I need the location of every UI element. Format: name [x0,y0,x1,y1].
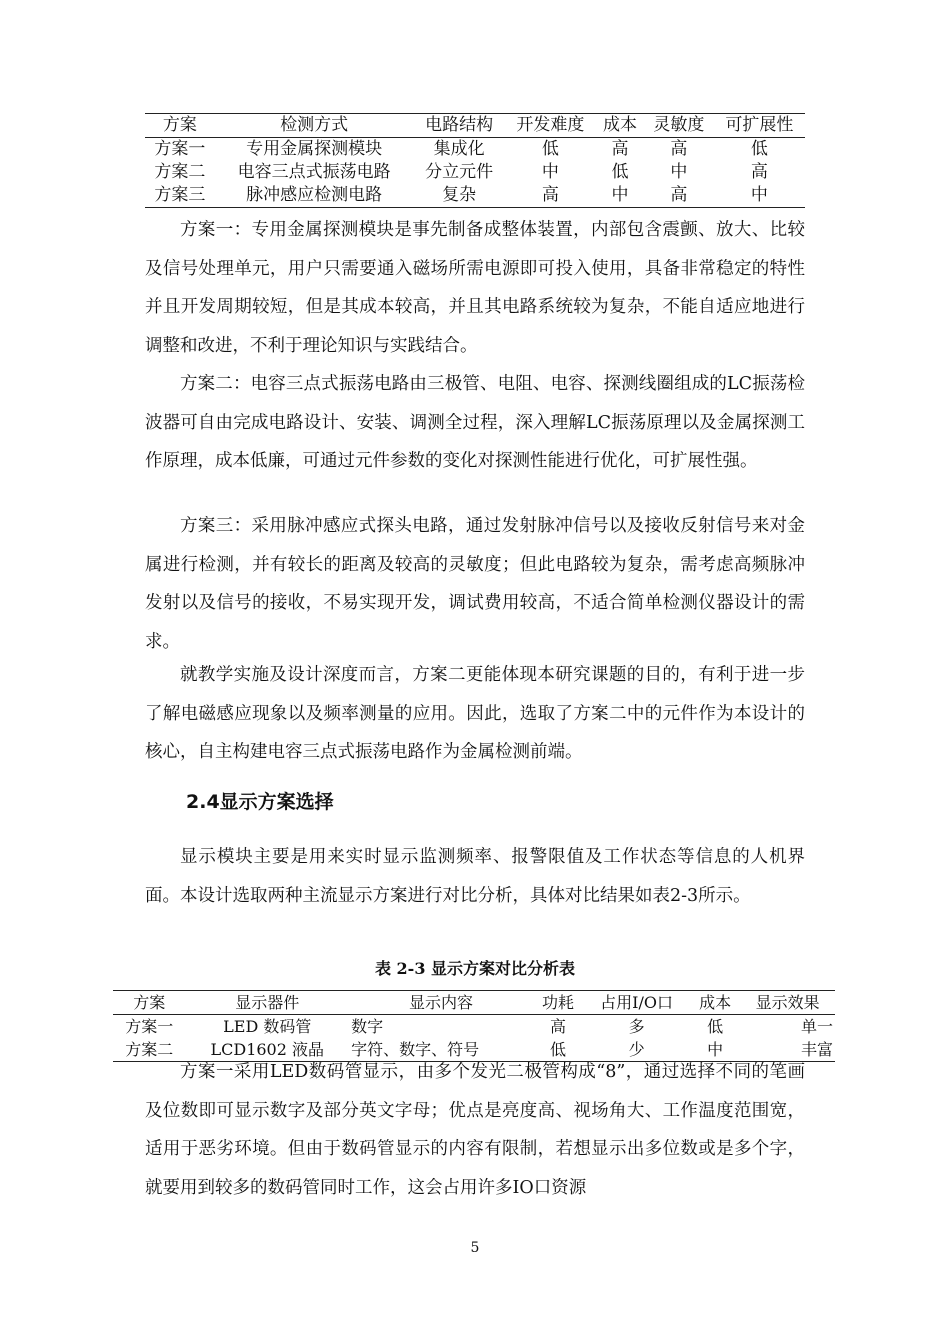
table-cell: 脉冲感应检测电路 [246,185,383,205]
table-cell: 高 [611,139,629,159]
paragraph-conclusion: 就教学实施及设计深度而言，方案二更能体现本研究课题的目的，有利于进一步了解电磁感应现象以及频率测量的应用。因此，选取了方案二中的元件作为本设计的核心，自主构建电容三点式振荡电路作为金属检测前端。 [145,665,805,763]
section-heading: 2.4显示方案选择 [186,791,334,813]
header-cell: 成本 [699,993,732,1012]
table-cell: 高 [550,1017,567,1036]
table-cell: 高 [750,162,768,182]
table-cell: 分立元件 [425,162,494,182]
table-cell: 低 [550,1040,567,1059]
table-cell: 字符、数字、符号 [351,1040,480,1059]
header-cell: 可扩展性 [725,115,794,135]
table-cell: 中 [541,162,559,182]
table-cell: 方案二 [125,1040,174,1059]
table-cell: 多 [628,1017,645,1036]
table-cell: 方案一 [154,139,206,159]
table-row [145,138,805,162]
table-cell: 复杂 [442,185,477,205]
table-cell: 中 [707,1040,724,1059]
table-cell: 中 [750,185,768,205]
header-cell: 显示效果 [755,993,820,1012]
table-header-row [113,991,835,1015]
table-cell: 数字 [351,1017,384,1036]
table-cell: 少 [628,1040,645,1059]
table-cell: 单一 [800,1017,833,1036]
table-cell: 方案二 [154,162,206,182]
header-cell: 灵敏度 [653,115,705,135]
table-cell: 低 [611,162,629,182]
header-cell: 成本 [603,115,638,135]
table-row [145,184,805,208]
table-caption: 表 2-3 显示方案对比分析表 [374,959,576,978]
paragraph-scheme-two: 方案二：电容三点式振荡电路由三极管、电阻、电容、探测线圈组成的LC振荡检波器可自由完成电路设计、安装、调测全过程，深入理解LC振荡原理以及金属探测工作原理，成本低廉，可通过元件参数的变化对探测性能进行优化，可扩展性强。 [145,374,805,472]
header-cell: 显示内容 [409,993,474,1012]
table-cell: 高 [670,185,688,205]
table-cell: 电容三点式振荡电路 [237,162,391,182]
paragraph-display-intro: 显示模块主要是用来实时显示监测频率、报警限值及工作状态等信息的人机界面。本设计选取两种主流显示方案进行对比分析，具体对比结果如表2-3所示。 [145,847,805,906]
header-cell: 开发难度 [516,115,585,135]
table-cell: LED 数码管 [223,1017,312,1036]
header-cell: 方案 [133,993,166,1012]
header-cell: 功耗 [542,993,575,1012]
paragraph-scheme-three: 方案三：采用脉冲感应式探头电路，通过发射脉冲信号以及接收反射信号来对金属进行检测，并有较长的距离及较高的灵敏度；但此电路较为复杂，需考虑高频脉冲发射以及信号的接收，不易实现开发，调试费用较高，不适合简单检测仪器设计的需求。 [145,516,805,653]
table-cell: 高 [670,139,688,159]
header-cell: 检测方式 [280,115,349,135]
paragraph-scheme-one: 方案一：专用金属探测模块是事先制备成整体装置，内部包含震颤、放大、比较及信号处理单元，用户只需要通入磁场所需电源即可投入使用，具备非常稳定的特性并且开发周期较短，但是其成本较高，并且其电路系统较为复杂，不能自适应地进行调整和改进，不利于理论知识与实践结合。 [145,220,805,357]
page-number: 5 [470,1240,480,1256]
header-cell: 占用I/O口 [600,993,674,1012]
table-cell: 低 [541,139,559,159]
table-cell: 低 [750,139,768,159]
table-cell: 丰富 [800,1040,833,1059]
table-cell: 集成化 [433,139,485,159]
header-cell: 方案 [162,115,197,135]
header-cell: 电路结构 [425,115,494,135]
table-cell: 专用金属探测模块 [246,139,383,159]
table-cell: 中 [670,162,688,182]
table-row [113,1015,835,1039]
table-cell: 高 [541,185,559,205]
table-cell: 方案三 [154,185,206,205]
table-header-row [145,114,805,138]
header-cell: 显示器件 [235,993,300,1012]
table-cell: 中 [611,185,629,205]
display-comparison-table [113,990,835,1062]
table-cell: 低 [707,1017,724,1036]
table-row [145,161,805,184]
paragraph-led-display: 方案一采用LED数码管显示，由多个发光二极管构成“8”，通过选择不同的笔画及位数即可显示数字及部分英文字母；优点是亮度高、视场角大、工作温度范围宽，适用于恶劣环境。但由于数码管显示的内容有限制，若想显示出多位数或是多个字，就要用到较多的数码管同时工作，这会占用许多IO口资源 [145,1062,805,1199]
scheme-comparison-table [145,113,805,208]
table-cell: 方案一 [125,1017,174,1036]
table-cell: LCD1602 液晶 [210,1040,325,1059]
